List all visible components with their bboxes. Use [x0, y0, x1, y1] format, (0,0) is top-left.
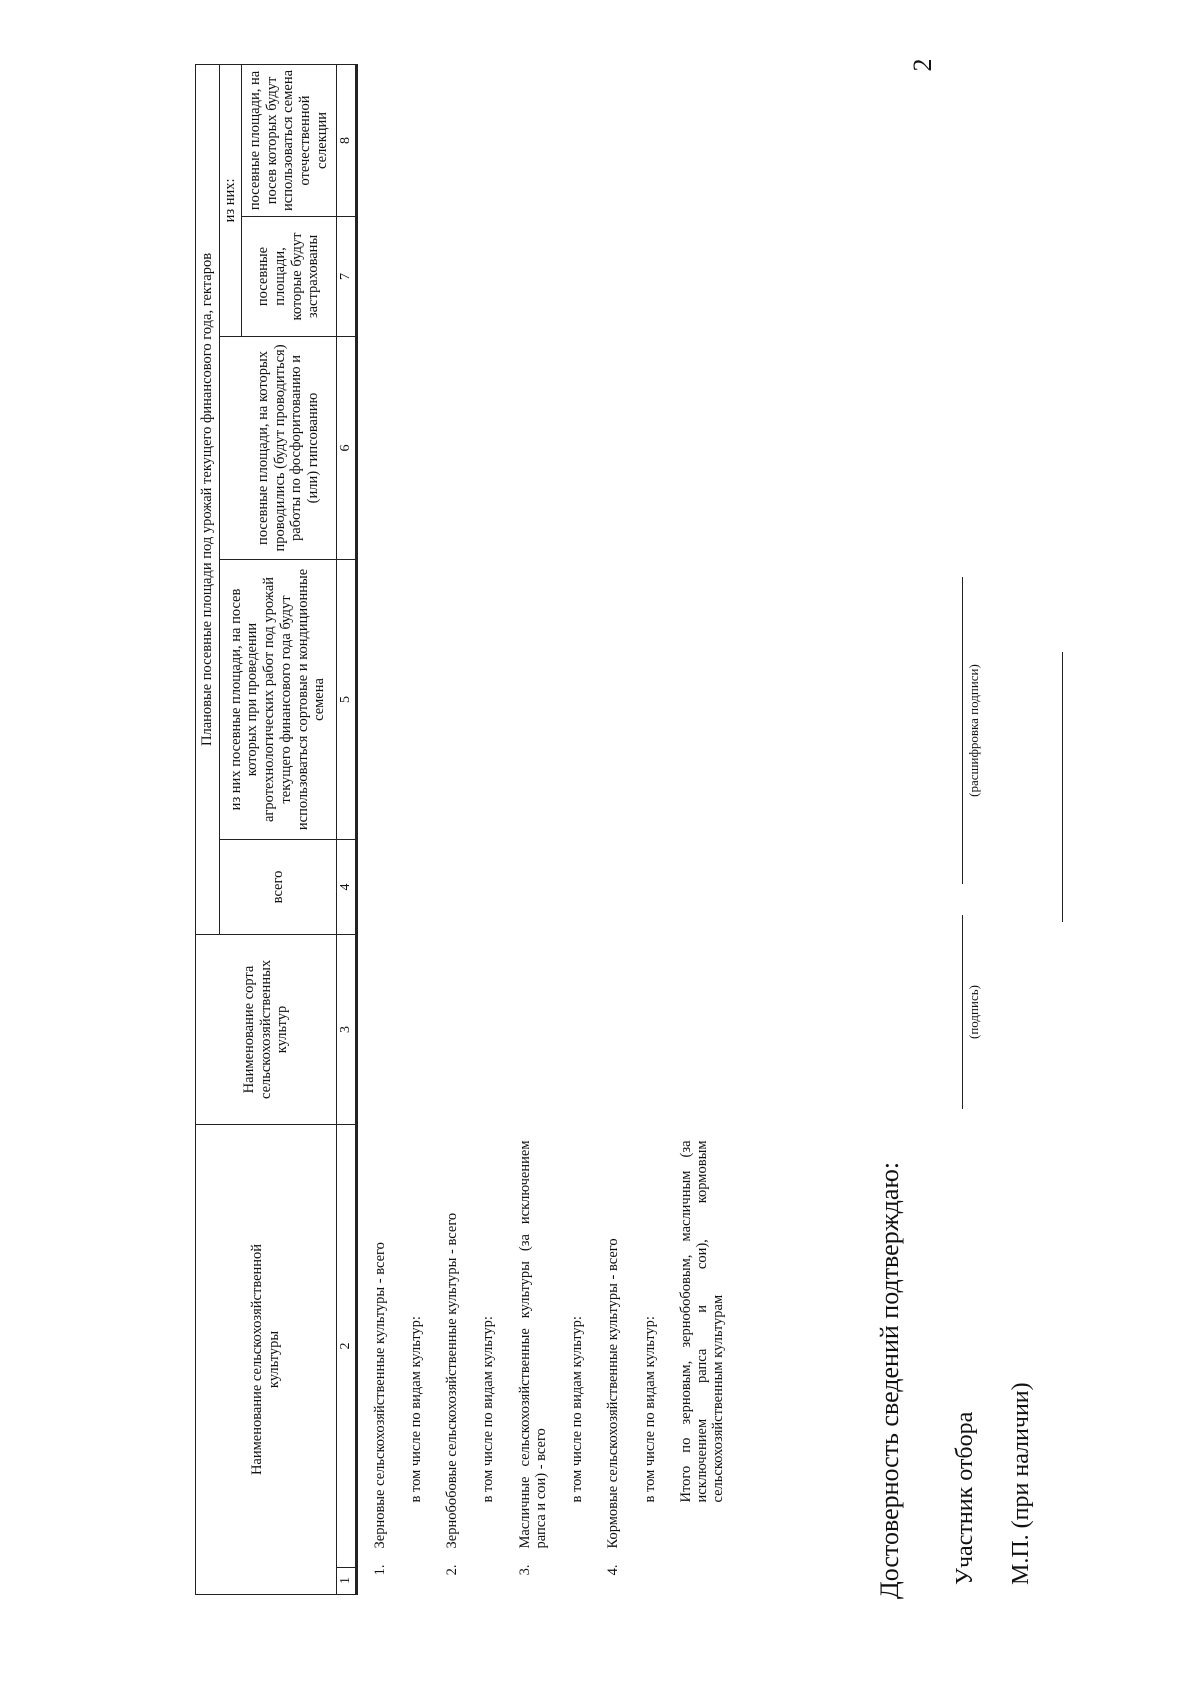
- row-label: Итого по зерновым, зернобобовым, масличным (за исключением рапса и сои), кормовым сельскохозяйственным культурам: [677, 1140, 727, 1503]
- row-label: в том числе по видам культур:: [641, 1316, 658, 1503]
- date-line[interactable]: [1062, 652, 1063, 922]
- table-row: [480, 64, 496, 1594]
- table-row: [444, 64, 460, 1594]
- table-row: [605, 64, 621, 1594]
- column-numbers-row: [336, 64, 356, 1594]
- decoding-caption: (расшифровка подписи): [966, 664, 981, 797]
- row-label: Кормовые сельскохозяйственные культуры - всего: [605, 1238, 622, 1549]
- column-number: 8: [336, 64, 356, 216]
- column-number: 3: [336, 934, 356, 1124]
- header-crop-name: Наименование сельскохозяйственной культуры: [196, 1124, 337, 1594]
- header-total: всего: [220, 839, 337, 934]
- signature-line[interactable]: [962, 915, 963, 1109]
- column-number: 5: [336, 559, 356, 839]
- confirmation-heading: Достоверность сведений подтверждаю:: [875, 1161, 904, 1599]
- table-row: [642, 64, 658, 1594]
- header-variety-name: Наименование сорта сельскохозяйственных культур: [196, 934, 337, 1124]
- signature-decoding-line[interactable]: [962, 577, 963, 884]
- header-planned-areas: Плановые посевные площади под урожай текущего финансового года, гектаров: [196, 64, 220, 934]
- header-insured: посевные площади, которые будут застрахованы: [241, 216, 336, 336]
- column-number: 4: [336, 839, 356, 934]
- row-number: 2.: [444, 1564, 461, 1576]
- header-of-them: из них:: [220, 64, 242, 336]
- row-label: Зернобобовые сельскохозяйственные культуры - всего: [444, 1212, 461, 1549]
- row-label: в том числе по видам культур:: [407, 1316, 424, 1503]
- sown-area-table: [195, 64, 726, 1595]
- row-number: 3.: [516, 1564, 533, 1576]
- header-certified-seeds: из них посевные площади, на посев которых при проведении агротехнологических работ под урожай текущего финансового года будут использоваться сортовые и кондиционные семена: [220, 559, 337, 839]
- header-phosphoritization: посевные площади, на которых проводились (будут проводиться) работы по фосфоритованию и (или) гипсованию: [241, 336, 336, 559]
- column-number: 6: [336, 336, 356, 559]
- column-number: 1: [336, 1568, 356, 1595]
- row-label: Зерновые сельскохозяйственные культуры - всего: [371, 1242, 388, 1549]
- participant-label: Участник отбора: [952, 1411, 978, 1585]
- row-number: 1.: [371, 1564, 388, 1576]
- seal-label: М.П. (при наличии): [1008, 1382, 1034, 1585]
- page-number: 2: [908, 58, 937, 72]
- row-number: 4.: [605, 1564, 622, 1576]
- crop-rows: [358, 64, 727, 1594]
- table-row: [408, 64, 424, 1594]
- column-number: 7: [336, 216, 356, 336]
- header-domestic-seeds: посевные площади, на посев которых будут использоваться семена отечественной селекции: [241, 64, 336, 216]
- column-number: 2: [336, 1124, 356, 1567]
- table-row: [372, 64, 388, 1594]
- table-row: [678, 64, 727, 1594]
- row-label: Масличные сельскохозяйственные культуры (за исключением рапса и сои) - всего: [516, 1140, 549, 1549]
- row-label: в том числе по видам культур:: [480, 1316, 497, 1503]
- row-label: в том числе по видам культур:: [569, 1316, 586, 1503]
- table-row: [569, 64, 585, 1594]
- signature-caption: (подпись): [966, 985, 981, 1039]
- table-row: [517, 64, 549, 1594]
